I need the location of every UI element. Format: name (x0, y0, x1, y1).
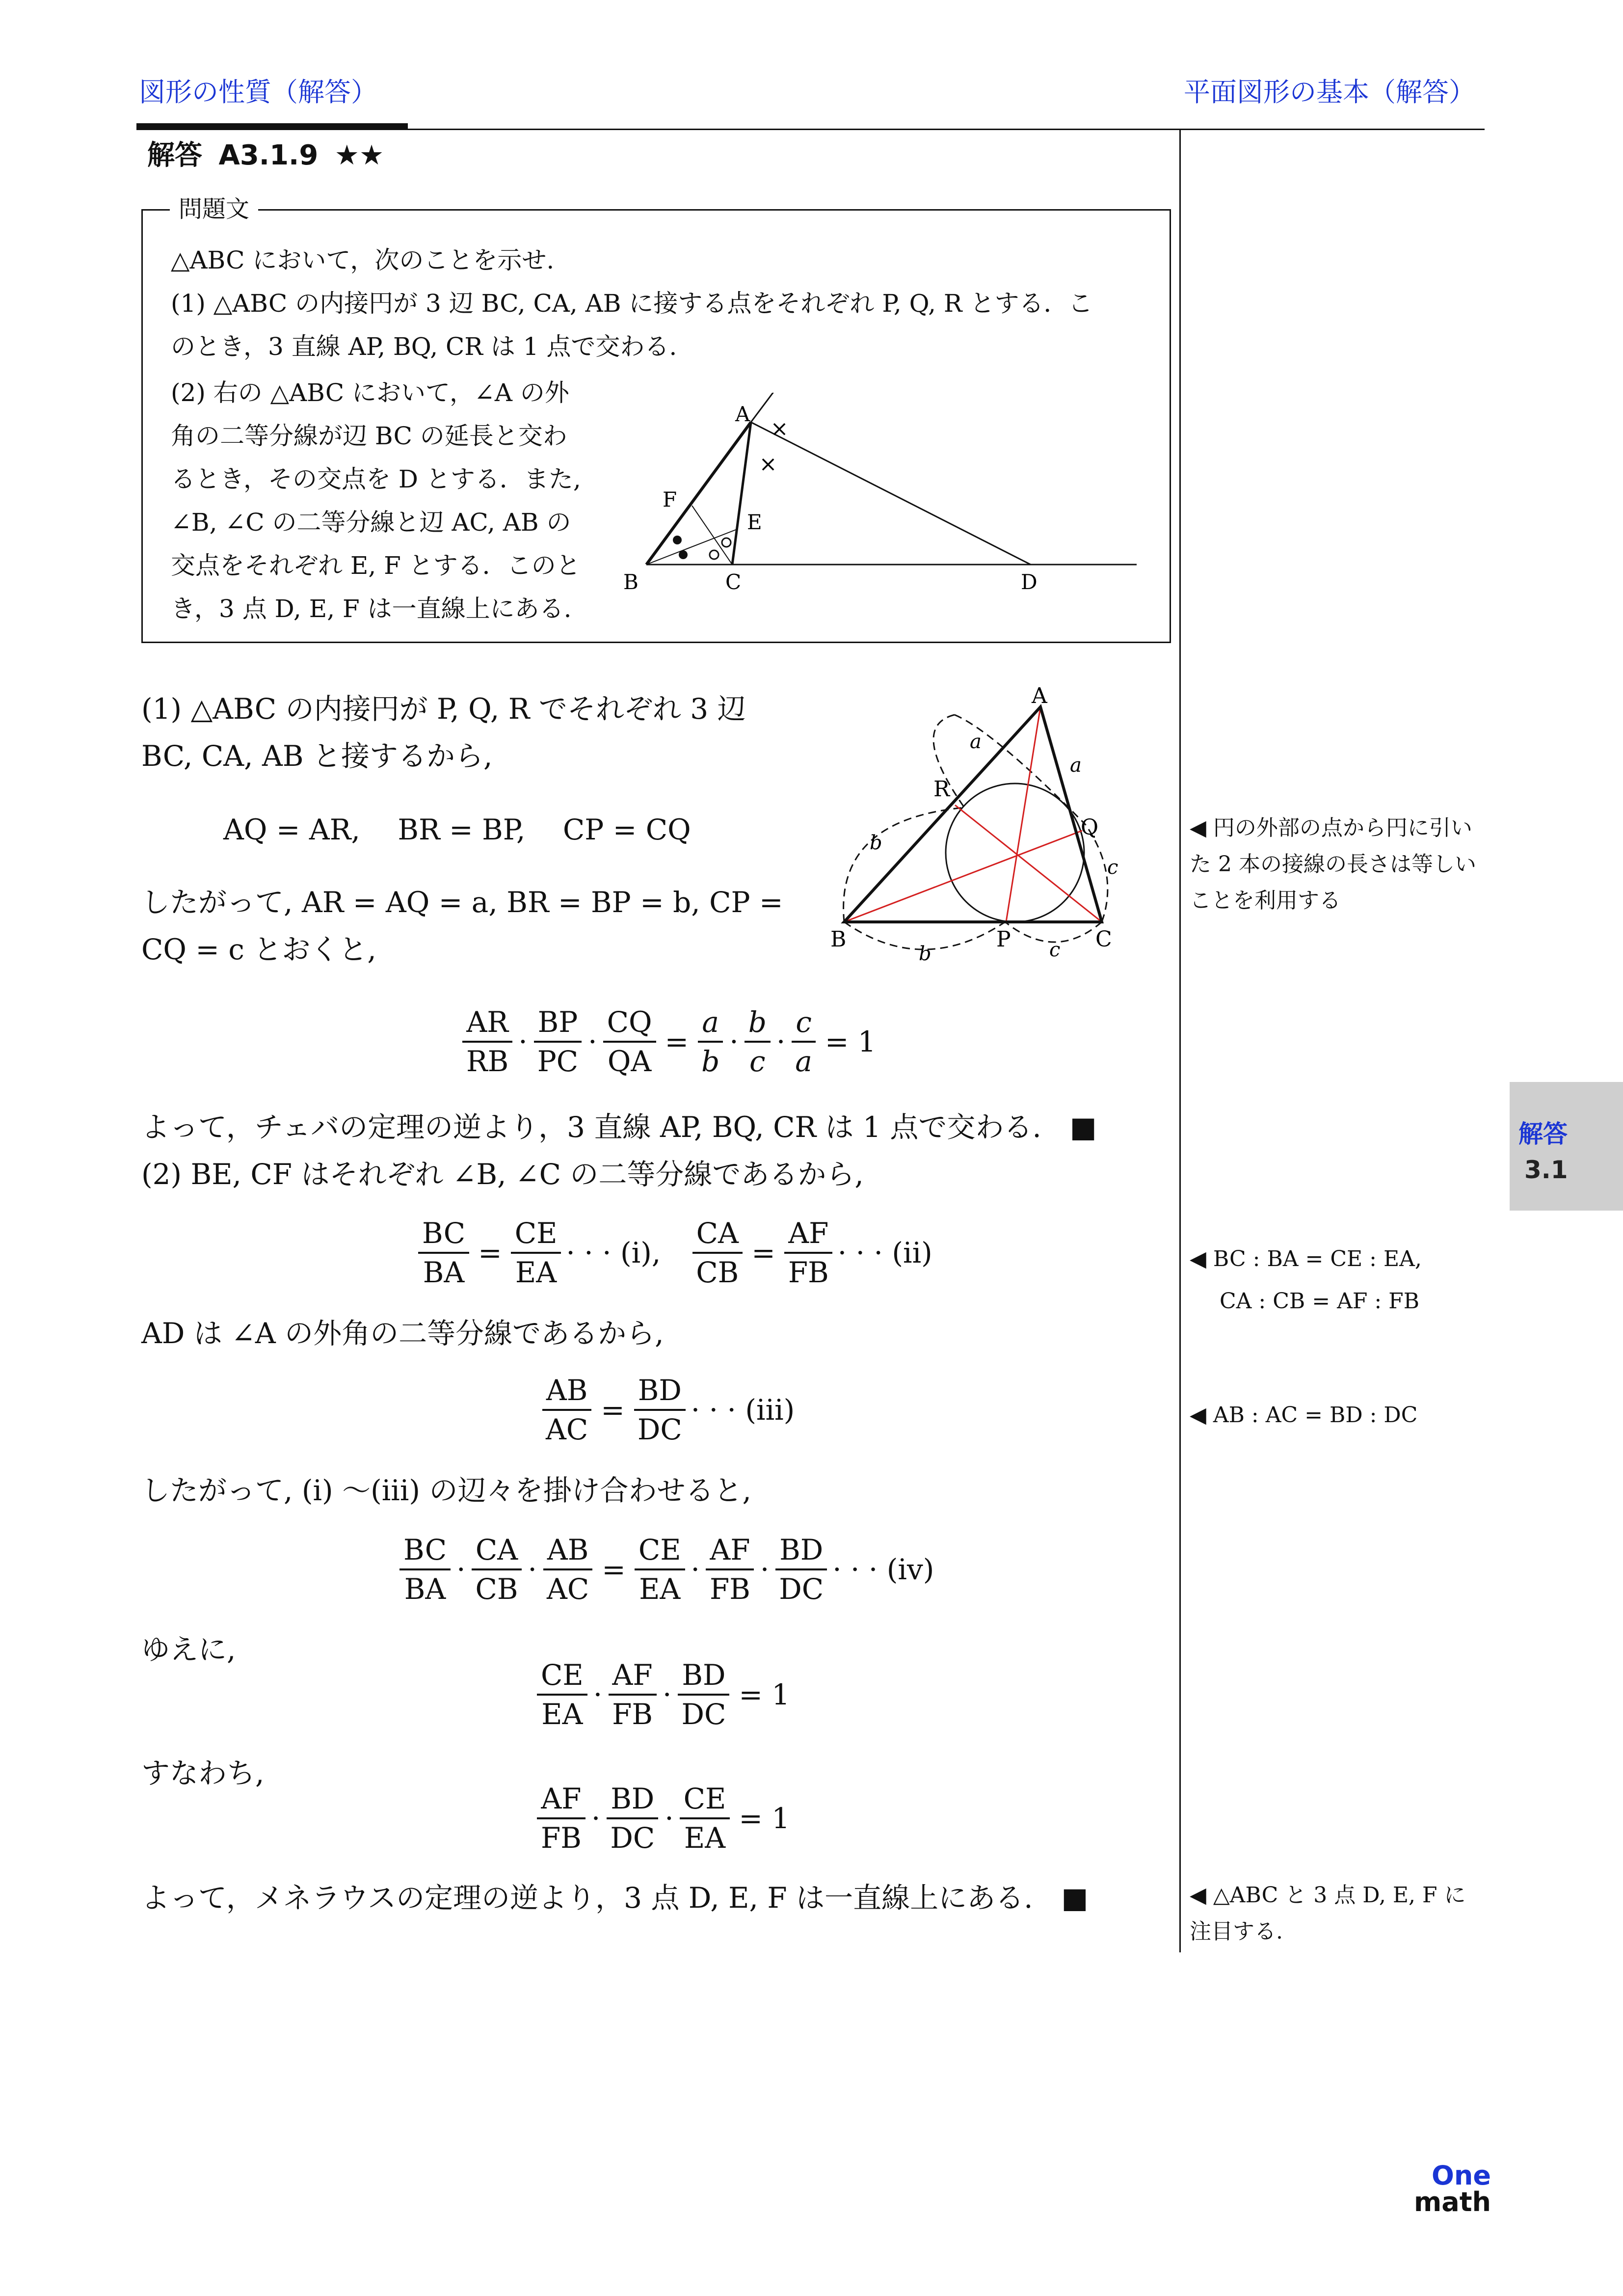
fig1-line-ad (751, 422, 1031, 565)
sol-eq7: $\frac{AF}{FB}$ · $\frac{BD}{DC}$ · $\frac{CE}{EA}$ = 1 (535, 1783, 797, 1854)
fig1-label-c: C (725, 570, 742, 594)
eq5-frac-l3: $\frac{AB}{AC}$ (543, 1534, 593, 1605)
logo-one: One (1432, 2160, 1491, 2191)
fig2-label-b-bottom: b (919, 943, 931, 965)
problem-line-8: 交点をそれぞれ E, F とする．このと (171, 551, 581, 580)
eq7-frac-3: $\frac{CE}{EA}$ (680, 1783, 730, 1854)
problem-line-2: (1) △ABC の内接円が 3 辺 BC, CA, AB に接する点をそれぞれ P, Q, R とする．こ (171, 289, 1093, 318)
eq3-frac-1: $\frac{BC}{BA}$ (418, 1217, 469, 1288)
margin-note-4-line-2: 注目する. (1190, 1919, 1283, 1944)
eq5-frac-r2: $\frac{AF}{FB}$ (706, 1534, 754, 1605)
margin-note-2-line-1: ◀ BC : BA = CE : EA, (1190, 1246, 1422, 1271)
eq5-tag: · · · (iv) (832, 1553, 934, 1586)
sol-eq2: $\frac{AR}{RB}$ · $\frac{BP}{PC}$ · $\frac{CQ}{QA}$ = $\frac{a}{b}$ · $\frac{b}{c}$ · $\frac{c}{a}$ = 1 (460, 1006, 883, 1077)
fig2-label-b-top: b (870, 832, 882, 854)
eq3-frac-3: $\frac{CA}{CB}$ (692, 1217, 743, 1288)
fig2-label-a-right: a (1070, 754, 1082, 777)
fig2-label-a: A (1032, 687, 1047, 708)
fig1-cross-2: × (759, 452, 777, 477)
sol-conclusion-2: よって，メネラウスの定理の逆より，3 点 D, E, F は一直線上にある. ■ (141, 1881, 1089, 1915)
margin-rule (1179, 130, 1181, 1952)
fig1-angle-mark-c1 (710, 550, 718, 559)
eq2-frac-2: $\frac{BP}{PC}$ (533, 1006, 582, 1077)
sol-p2-ad: AD は ∠A の外角の二等分線であるから, (141, 1317, 664, 1350)
answer-label: 解答 (147, 139, 202, 171)
problem-line-4: (2) 右の △ABC において，∠A の外 (171, 378, 569, 407)
fig1-angle-mark-b1 (673, 536, 682, 544)
eq6-frac-1: $\frac{CE}{EA}$ (537, 1659, 587, 1730)
side-tab[interactable] (1510, 1082, 1623, 1211)
sol-yueni: ゆえに, (141, 1633, 236, 1666)
eq2-frac-4: $\frac{a}{b}$ (697, 1006, 723, 1077)
sol-sunawachi: すなわち, (141, 1756, 265, 1790)
fig1-cross-1: × (770, 416, 789, 441)
eq2-frac-1: $\frac{AR}{RB}$ (462, 1006, 512, 1077)
eq7-rhs: = 1 (739, 1802, 790, 1835)
fig2-label-c-right: c (1107, 856, 1118, 879)
problem-box-label: 問題文 (170, 194, 258, 224)
sol-eq6: $\frac{CE}{EA}$ · $\frac{AF}{FB}$ · $\frac{BD}{DC}$ = 1 (535, 1659, 797, 1730)
incircle-figure (825, 687, 1168, 982)
fig1-label-a: A (735, 402, 750, 426)
fig2-label-c-bottom: c (1049, 939, 1061, 961)
problem-line-1: △ABC において，次のことを示せ. (171, 246, 555, 274)
problem-line-5: 角の二等分線が辺 BC の延長と交わ (171, 422, 567, 450)
answer-heading (147, 134, 384, 173)
fig2-label-r: R (933, 777, 950, 802)
eq3-tag-2: · · · (ii) (837, 1236, 932, 1270)
sol-p2-intro: (2) BE, CF はそれぞれ ∠B, ∠C の二等分線であるから, (141, 1158, 864, 1191)
logo-math: math (1414, 2187, 1491, 2217)
eq5-frac-r3: $\frac{BD}{DC}$ (775, 1534, 827, 1605)
margin-note-1-line-2: た 2 本の接線の長さは等しい (1190, 852, 1476, 877)
fig1-angle-mark-c2 (722, 538, 731, 547)
margin-note-4-line-1: ◀ △ABC と 3 点 D, E, F に (1190, 1883, 1466, 1908)
margin-note-1-line-3: ことを利用する (1190, 888, 1341, 913)
eq2-frac-5: $\frac{b}{c}$ (745, 1006, 771, 1077)
sol-p1-line-2: BC, CA, AB と接するから, (141, 739, 493, 773)
eq6-frac-3: $\frac{BD}{DC}$ (677, 1659, 730, 1730)
sol-eq5: $\frac{BC}{BA}$ · $\frac{CA}{CB}$ · $\frac{AB}{AC}$ = $\frac{CE}{EA}$ · $\frac{AF}{FB}$ · $\frac{BD}{DC}$ · · · (iv) (398, 1534, 934, 1605)
sol-p1-line-1: (1) △ABC の内接円が P, Q, R でそれぞれ 3 辺 (141, 692, 746, 726)
eq7-frac-1: $\frac{AF}{FB}$ (537, 1783, 585, 1854)
header-left-title: 図形の性質（解答） (139, 77, 377, 108)
eq2-frac-3: $\frac{CQ}{QA}$ (603, 1006, 656, 1077)
fig2-label-q: Q (1081, 815, 1099, 840)
eq6-rhs: = 1 (739, 1678, 790, 1711)
fig2-label-b: B (830, 927, 847, 952)
fig2-label-c: C (1095, 927, 1112, 952)
fig1-label-f: F (663, 487, 677, 512)
problem-figure (618, 393, 1158, 609)
sol-eq3: $\frac{BC}{BA}$ = $\frac{CE}{EA}$ · · · (i), $\frac{CA}{CB}$ = $\frac{AF}{FB}$ · · · (ii) (416, 1217, 932, 1288)
eq5-frac-r1: $\frac{CE}{EA}$ (635, 1534, 685, 1605)
fig2-label-p: P (996, 927, 1011, 952)
fig1-bisector-cf (692, 506, 732, 565)
answer-number: A3.1.9 (218, 139, 319, 171)
margin-note-2-line-2: CA : CB = AF : FB (1220, 1289, 1420, 1314)
fig1-angle-mark-b2 (679, 550, 688, 559)
margin-note-3-line-1: ◀ AB : AC = BD : DC (1190, 1403, 1418, 1428)
sol-p1b-line-1: したがって, AR = AQ = a, BR = BP = b, CP = (141, 886, 783, 919)
side-tab-number: 3.1 (1524, 1156, 1568, 1184)
header-right-title: 平面図形の基本（解答） (1184, 77, 1475, 108)
eq2-frac-6: $\frac{c}{a}$ (791, 1006, 816, 1077)
problem-line-9: き，3 点 D, E, F は一直線上にある. (171, 594, 572, 623)
answer-stars: ★★ (334, 139, 384, 171)
fig1-label-e: E (747, 510, 762, 534)
problem-line-3: のとき，3 直線 AP, BQ, CR は 1 点で交わる. (171, 332, 677, 361)
sol-p1b-line-2: CQ = c とおくと, (141, 933, 376, 966)
problem-line-7: ∠B, ∠C の二等分線と辺 AC, AB の (171, 508, 571, 537)
margin-note-1-line-1: ◀ 円の外部の点から円に引い (1190, 815, 1472, 840)
side-tab-label: 解答 (1518, 1120, 1568, 1148)
eq4-frac-2: $\frac{BD}{DC}$ (634, 1375, 686, 1445)
eq3-tag-1: · · · (i), (566, 1236, 661, 1270)
header-accent-bar (136, 123, 408, 130)
logo (1408, 2162, 1491, 2215)
eq5-frac-l2: $\frac{CA}{CB}$ (472, 1534, 522, 1605)
fig2-cevian-cr (955, 805, 1102, 922)
problem-line-6: るとき，その交点を D とする．また, (171, 465, 581, 493)
eq3-frac-2: $\frac{CE}{EA}$ (511, 1217, 561, 1288)
eq7-frac-2: $\frac{BD}{DC}$ (606, 1783, 659, 1854)
sol-eq4: $\frac{AB}{AC}$ = $\frac{BD}{DC}$ · · · (iii) (540, 1375, 795, 1445)
eq4-tag: · · · (iii) (691, 1393, 795, 1427)
eq4-frac-1: $\frac{AB}{AC}$ (542, 1375, 592, 1445)
eq2-rhs: = 1 (825, 1025, 876, 1058)
sol-p2-mult: したがって, (i) 〜(iii) の辺々を掛け合わせると, (141, 1474, 751, 1507)
eq6-frac-2: $\frac{AF}{FB}$ (608, 1659, 657, 1730)
fig1-label-b: B (623, 570, 639, 594)
fig2-label-a-left: a (970, 730, 982, 753)
sol-eq1: AQ = AR, BR = BP, CP = CQ (223, 813, 691, 846)
eq3-frac-4: $\frac{AF}{FB}$ (784, 1217, 833, 1288)
sol-conclusion-1: よって，チェバの定理の逆より，3 直線 AP, BQ, CR は 1 点で交わる. ■ (141, 1110, 1097, 1144)
fig1-label-d: D (1021, 570, 1038, 594)
eq5-frac-l1: $\frac{BC}{BA}$ (399, 1534, 451, 1605)
